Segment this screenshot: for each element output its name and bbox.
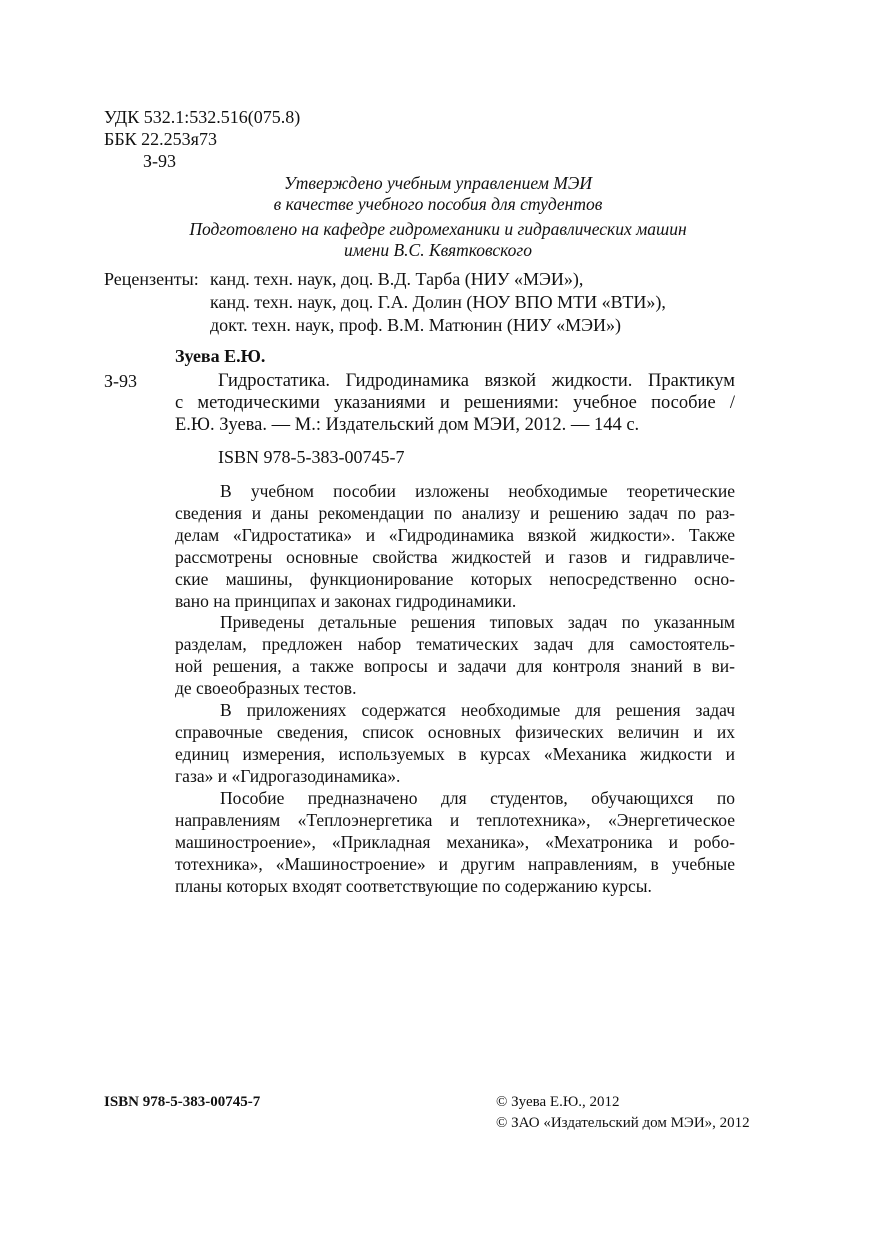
- abstract-line: тотехника», «Машиностроение» и другим направлениям, в учебные: [175, 854, 735, 874]
- abstract-line: газа» и «Гидрогазодинамика».: [175, 766, 401, 786]
- abstract-line: ские машины, функционирование которых непосредственно осно-: [175, 569, 735, 589]
- approval-line-2: в качестве учебного пособия для студентов: [273, 194, 603, 214]
- department-line-2: имени В.С. Квятковского: [344, 240, 532, 260]
- abstract-line: разделам, предложен набор тематических задач для самостоятель-: [175, 634, 735, 654]
- copyright-author: © Зуева Е.Ю., 2012: [496, 1094, 620, 1110]
- bbk-code: ББК 22.253я73: [104, 129, 217, 149]
- footer-isbn: ISBN 978-5-383-00745-7: [104, 1094, 261, 1110]
- abstract-line: единиц измерения, используемых в курсах «Механика жидкости и: [175, 744, 735, 764]
- abstract-paragraph-2: [175, 611, 735, 699]
- abstract-paragraph-3: [175, 699, 735, 787]
- reviewer-1: канд. техн. наук, доц. В.Д. Тарба (НИУ «МЭИ»),: [210, 269, 584, 289]
- author-name: Зуева Е.Ю.: [175, 346, 266, 366]
- biblio-code: З-93: [104, 371, 138, 391]
- reviewer-2: канд. техн. наук, доц. Г.А. Долин (НОУ ВПО МТИ «ВТИ»),: [210, 292, 666, 312]
- abstract-line: планы которых входят соответствующие по содержанию курсы.: [175, 876, 652, 896]
- copyright-publisher: © ЗАО «Издательский дом МЭИ», 2012: [496, 1115, 750, 1131]
- reviewers-label: Рецензенты:: [104, 269, 199, 289]
- abstract-line: Пособие предназначено для студентов, обучающихся по: [220, 788, 735, 808]
- abstract-line: Приведены детальные решения типовых задач по указанным: [220, 612, 735, 632]
- author-sign-code: З-93: [143, 151, 177, 171]
- biblio-line-2: с методическими указаниями и решениями: учебное пособие /: [175, 393, 735, 413]
- abstract-line: вано на принципах и законах гидродинамики.: [175, 591, 517, 611]
- abstract-line: де своеобразных тестов.: [175, 678, 357, 698]
- abstract-line: В учебном пособии изложены необходимые теоретические: [220, 481, 735, 501]
- abstract-line: делам «Гидростатика» и «Гидродинамика вязкой жидкости». Также: [175, 525, 735, 545]
- abstract-line: ной решения, а также вопросы и задачи для контроля знаний в ви-: [175, 656, 735, 676]
- biblio-line-1: Гидростатика. Гидродинамика вязкой жидкости. Практикум: [218, 371, 735, 391]
- abstract-line: сведения и даны рекомендации по анализу и решению задач по раз-: [175, 503, 735, 523]
- biblio-isbn: ISBN 978-5-383-00745-7: [218, 447, 405, 467]
- abstract-line: справочные сведения, список основных физических величин и их: [175, 722, 735, 742]
- udk-code: УДК 532.1:532.516(075.8): [104, 107, 301, 127]
- abstract-line: рассмотрены основные свойства жидкостей и газов и гидравличе-: [175, 547, 735, 567]
- department-line-1: Подготовлено на кафедре гидромеханики и гидравлических машин: [189, 219, 687, 239]
- reviewer-3: докт. техн. наук, проф. В.М. Матюнин (НИУ «МЭИ»): [210, 315, 622, 335]
- abstract-line: машиностроение», «Прикладная механика», «Мехатроника и робо-: [175, 832, 735, 852]
- biblio-description: [175, 370, 735, 436]
- approval-line-1: Утверждено учебным управлением МЭИ: [284, 173, 592, 193]
- abstract-paragraph-1: [175, 480, 735, 612]
- abstract-line: направлениям «Теплоэнергетика и теплотехника», «Энергетическое: [175, 810, 735, 830]
- biblio-line-3: Е.Ю. Зуева. — М.: Издательский дом МЭИ, 2012. — 144 с.: [175, 415, 640, 435]
- abstract-paragraph-4: [175, 787, 735, 897]
- abstract-line: В приложениях содержатся необходимые для решения задач: [220, 700, 735, 720]
